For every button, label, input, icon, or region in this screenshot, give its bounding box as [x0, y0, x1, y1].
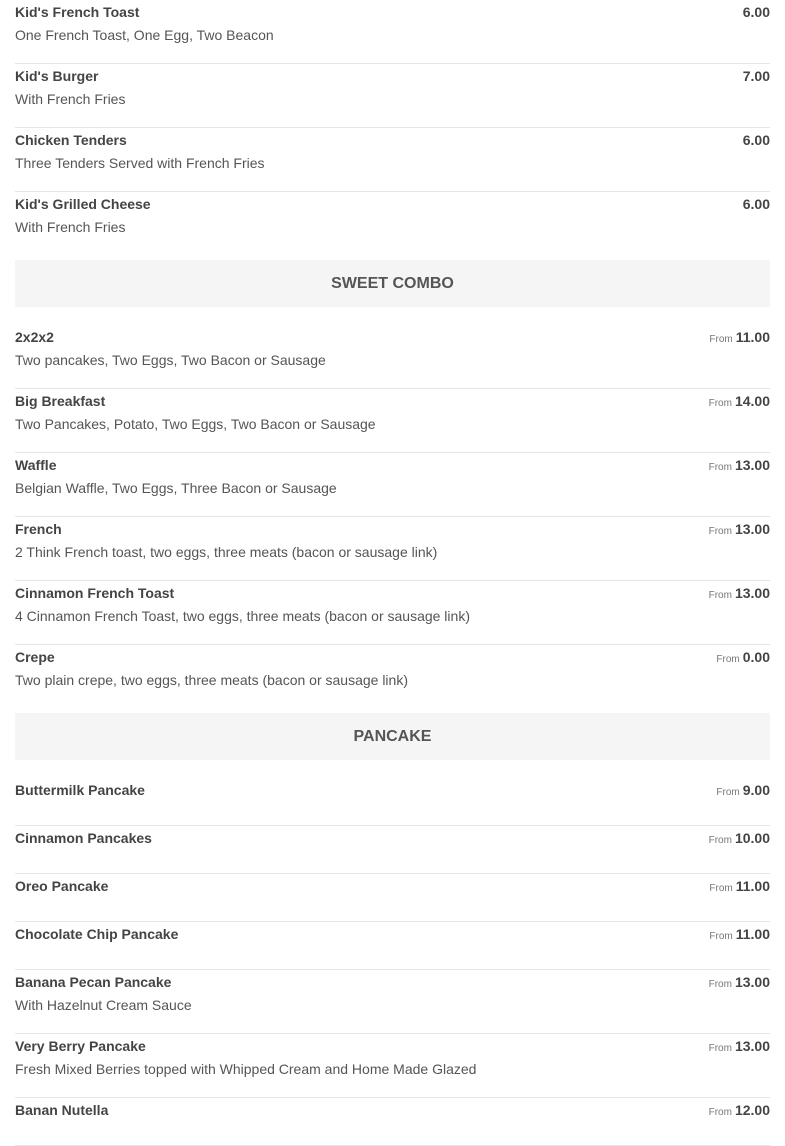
item-name: Chocolate Chip Pancake [15, 926, 179, 942]
item-description: Two Pancakes, Potato, Two Eggs, Two Bacon or Sausage [15, 416, 376, 432]
section-header-pancake: PANCAKE [15, 713, 770, 760]
menu-item-crepe[interactable] [15, 645, 770, 709]
item-name: 2x2x2 [15, 329, 54, 345]
item-name: Kid's French Toast [15, 4, 140, 20]
item-name: Crepe [15, 649, 55, 665]
item-description: Two plain crepe, two eggs, three meats (bacon or sausage link) [15, 672, 408, 688]
item-name: Banan Nutella [15, 1102, 109, 1118]
from-label: From [708, 1107, 732, 1118]
section-header-sweet-combo: SWEET COMBO [15, 260, 770, 307]
item-name: Waffle [15, 457, 57, 473]
price-value: 13.00 [734, 585, 770, 601]
item-price: 7.00 [742, 68, 770, 84]
menu-item-very-berry-pancake[interactable] [15, 1034, 770, 1098]
item-price [716, 650, 770, 667]
item-price [709, 522, 770, 539]
item-price [709, 1103, 770, 1120]
item-price [709, 879, 770, 896]
from-label: From [708, 462, 732, 473]
item-description: 4 Cinnamon French Toast, two eggs, three meats (bacon or sausage link) [15, 608, 470, 624]
item-description: With French Fries [15, 91, 126, 107]
price-value: 14.00 [734, 393, 770, 409]
item-name: Big Breakfast [15, 393, 106, 409]
item-price [709, 330, 770, 347]
item-name: Cinnamon French Toast [15, 585, 175, 601]
price-value: 11.00 [735, 926, 770, 942]
item-name: Kid's Burger [15, 68, 99, 84]
price-value: 0.00 [742, 649, 770, 665]
menu-list [15, 0, 770, 1146]
item-price: 6.00 [742, 4, 770, 20]
menu-item-cinnamon-pancakes[interactable] [15, 826, 770, 874]
item-name: Oreo Pancake [15, 878, 109, 894]
menu-item-chocolate-chip-pancake[interactable] [15, 922, 770, 970]
item-description: Two pancakes, Two Eggs, Two Bacon or Sausage [15, 352, 326, 368]
price-value: 13.00 [734, 521, 770, 537]
item-description: With French Fries [15, 219, 126, 235]
item-name: Kid's Grilled Cheese [15, 196, 151, 212]
from-label: From [716, 654, 740, 665]
from-label: From [709, 334, 733, 345]
item-name: Very Berry Pancake [15, 1038, 146, 1054]
item-price [709, 394, 770, 411]
item-description: With Hazelnut Cream Sauce [15, 997, 192, 1013]
item-description: 2 Think French toast, two eggs, three meats (bacon or sausage link) [15, 544, 438, 560]
item-name: Banana Pecan Pancake [15, 974, 172, 990]
item-price [709, 458, 770, 475]
from-label: From [708, 590, 732, 601]
item-name: Cinnamon Pancakes [15, 830, 152, 846]
item-description: Belgian Waffle, Two Eggs, Three Bacon or Sausage [15, 480, 337, 496]
menu-item-banan-nutella[interactable] [15, 1098, 770, 1146]
price-value: 11.00 [735, 329, 770, 345]
from-label: From [709, 931, 733, 942]
item-price [709, 927, 770, 944]
menu-item-kids-grilled-cheese[interactable] [15, 192, 770, 256]
item-price: 6.00 [742, 196, 770, 212]
price-value: 13.00 [734, 1038, 770, 1054]
menu-item-cinnamon-french-toast[interactable] [15, 581, 770, 645]
item-description: Fresh Mixed Berries topped with Whipped Cream and Home Made Glazed [15, 1061, 477, 1077]
menu-item-french[interactable] [15, 517, 770, 581]
price-value: 9.00 [742, 782, 770, 798]
menu-item-oreo-pancake[interactable] [15, 874, 770, 922]
item-name: Buttermilk Pancake [15, 782, 145, 798]
price-value: 13.00 [734, 457, 770, 473]
item-description: One French Toast, One Egg, Two Beacon [15, 27, 274, 43]
item-name: French [15, 521, 62, 537]
menu-item-chicken-tenders[interactable] [15, 128, 770, 192]
price-value: 12.00 [734, 1102, 770, 1118]
price-value: 11.00 [735, 878, 770, 894]
menu-item-waffle[interactable] [15, 453, 770, 517]
item-price [716, 783, 770, 800]
item-price [709, 975, 770, 992]
from-label: From [708, 835, 732, 846]
item-description: Three Tenders Served with French Fries [15, 155, 265, 171]
from-label: From [708, 398, 732, 409]
menu-item-banana-pecan-pancake[interactable] [15, 970, 770, 1034]
item-price [709, 831, 770, 848]
item-price [709, 586, 770, 603]
from-label: From [708, 526, 732, 537]
from-label: From [708, 979, 732, 990]
menu-item-2x2x2[interactable] [15, 325, 770, 389]
from-label: From [708, 1043, 732, 1054]
menu-item-kids-french-toast[interactable] [15, 0, 770, 64]
menu-item-kids-burger[interactable] [15, 64, 770, 128]
from-label: From [709, 883, 733, 894]
menu-item-big-breakfast[interactable] [15, 389, 770, 453]
price-value: 10.00 [734, 830, 770, 846]
price-value: 13.00 [734, 974, 770, 990]
from-label: From [716, 787, 740, 798]
item-name: Chicken Tenders [15, 132, 127, 148]
menu-item-buttermilk-pancake[interactable] [15, 778, 770, 826]
item-price: 6.00 [742, 132, 770, 148]
item-price [709, 1039, 770, 1056]
